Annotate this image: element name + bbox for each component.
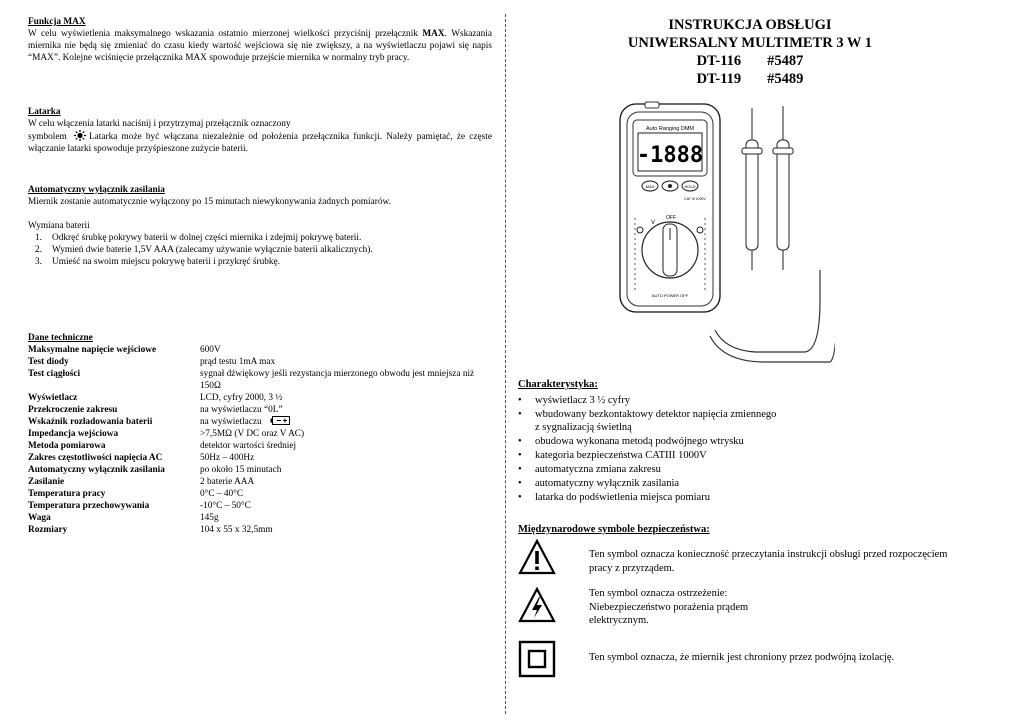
spec-value: LCD, cyfry 2000, 3 ½ — [200, 393, 283, 403]
spec-key: Metoda pomiarowa — [28, 441, 106, 451]
flashlight-icon — [74, 130, 86, 141]
spec-row — [28, 368, 492, 392]
probe-left — [742, 108, 762, 270]
spec-key: Rozmiary — [28, 525, 68, 535]
list-item — [28, 256, 492, 268]
feature-text: automatyczna zmiana zakresu — [535, 464, 661, 475]
symbol-row-double-insulation — [518, 640, 971, 678]
spec-key: Wyświetlacz — [28, 393, 78, 403]
right-column — [518, 378, 978, 663]
warning-icon — [518, 538, 556, 576]
step-number: 3. — [35, 257, 42, 267]
meter-brand-label: Auto Ranging DMM — [646, 126, 694, 132]
cat-label: CAT III 1000V — [684, 197, 706, 201]
feature-text: wbudowany bezkontaktowy detektor napięcia zmiennego z sygnalizacją świetlną — [535, 408, 777, 433]
spec-value: detektor wartości średniej — [200, 441, 297, 451]
battery-title: Wymiana baterii — [28, 221, 90, 231]
list-item: • wbudowany bezkontaktowy detektor napięcia zmiennego z sygnalizacją świetlną — [518, 408, 978, 435]
spec-row — [28, 524, 492, 536]
features-list — [518, 394, 978, 505]
document-title — [590, 16, 910, 88]
double-insulation-icon — [518, 640, 556, 678]
symbol-row-shock — [518, 586, 789, 628]
model-code: #5487 — [767, 53, 804, 69]
spec-row — [28, 404, 492, 416]
feature-text: kategoria bezpieczeństwa CATIII 1000V — [535, 450, 707, 461]
feature-text: obudowa wykonana metodą podwójnego wtrysku — [535, 436, 744, 447]
max-text-bold: MAX — [422, 29, 445, 39]
step-number: 2. — [35, 245, 42, 255]
battery-icon — [270, 416, 290, 425]
symbols-title: Międzynarodowe symbole bezpieczeństwa: — [518, 524, 710, 535]
double-insulation-text: Ten symbol oznacza, że miernik jest chroniony przez podwójną izolację. — [589, 652, 895, 663]
spec-key: Temperatura przechowywania — [28, 501, 150, 511]
battery-steps-list — [28, 232, 492, 268]
spec-value: 50Hz – 400Hz — [200, 453, 255, 463]
spec-key: Test ciągłości — [28, 369, 81, 379]
step-text: Wymień dwie baterie 1,5V AAA (zalecamy używanie wyłącznie baterii alkalicznych). — [52, 245, 373, 255]
spec-key: Wskaźnik rozładowania baterii — [28, 417, 153, 427]
spec-key: Zasilanie — [28, 477, 65, 487]
shock-text: Ten symbol oznacza ostrzeżenie: Niebezpieczeństwo porażenia prądem elektrycznym. — [589, 588, 749, 626]
step-text: Umieść na swoim miejscu pokrywę baterii i przykręć śrubkę. — [52, 257, 280, 267]
auto-power-off-section — [28, 184, 492, 268]
list-item: • obudowa wykonana metodą podwójnego wtrysku — [518, 436, 744, 447]
flashlight-text — [28, 130, 492, 155]
tech-title: Dane techniczne — [28, 333, 93, 343]
flashlight-text-line1: W celu włączenia latarki naciśnij i przytrzymaj przełącznik oznaczony — [28, 119, 291, 129]
spec-value: 145g — [200, 513, 219, 523]
list-item: • automatyczna zmiana zakresu — [518, 464, 661, 475]
step-number: 1. — [35, 233, 42, 243]
title-line2: UNIWERSALNY MULTIMETR 3 W 1 — [627, 35, 873, 51]
spec-row — [28, 392, 492, 404]
max-button-label: MAX — [645, 184, 655, 189]
electric-shock-icon — [518, 586, 556, 624]
spec-value: prąd testu 1mA max — [200, 357, 276, 367]
max-section-title: Funkcja MAX — [28, 17, 86, 27]
spec-value: 104 x 55 x 32,5mm — [200, 525, 273, 535]
technical-data-section — [28, 332, 492, 536]
warning-text: Ten symbol oznacza konieczność przeczytania instrukcji obsługi przed rozpoczęciem pracy z przyrządem. — [589, 549, 948, 574]
spec-row — [28, 488, 492, 500]
spec-row — [28, 428, 492, 440]
flashlight-text-a: symbolem — [28, 132, 67, 142]
spec-row — [28, 356, 492, 368]
model-row-2 — [590, 70, 910, 88]
spec-row — [28, 344, 492, 356]
model-code: #5489 — [767, 71, 804, 87]
max-text-part-a: W celu wyświetlenia maksymalnego wskazania ostatnio mierzonej wielkości przyciśnij przełącznik — [28, 29, 423, 39]
flashlight-section — [28, 106, 492, 155]
title-line1: INSTRUKCJA OBSŁUGI — [668, 17, 832, 33]
spec-key: Test diody — [28, 357, 69, 367]
multimeter-illustration — [605, 100, 835, 372]
model-row-1 — [590, 52, 910, 70]
spec-row — [28, 476, 492, 488]
selector-v-label: V — [650, 220, 656, 226]
spec-key: Zakres częstotliwości napięcia AC — [28, 453, 163, 463]
probe-right — [773, 106, 793, 270]
max-text-part-b: . Wskazania miernika nie będą się zmieniać do czasu kiedy wartość wejściowa się nie zwiększy, a na wyświetlaczu pojawi się napis “MAX”. Kolejne wciśnięcie przełącznika MAX spowoduje przejście miernika w normalny tryb pracy. — [28, 29, 492, 63]
spec-value — [200, 416, 492, 428]
spec-key: Temperatura pracy — [28, 489, 106, 499]
spec-key: Maksymalne napięcie wejściowe — [28, 345, 157, 355]
spec-value: 0°C – 40°C — [200, 489, 244, 499]
list-item — [28, 232, 492, 244]
spec-value: sygnał dźwiękowy jeśli rezystancja mierzonego obwodu jest mniejsza niż 150Ω — [200, 369, 475, 391]
feature-text: wyświetlacz 3 ½ cyfry — [535, 394, 631, 406]
spec-key: Automatyczny wyłącznik zasilania — [28, 465, 165, 475]
model-name: DT-119 — [696, 71, 742, 87]
spec-row — [28, 416, 492, 428]
max-section-text — [28, 28, 492, 64]
spec-key: Waga — [28, 513, 51, 523]
selector-off-label: OFF — [666, 215, 676, 221]
flashlight-text-b: Latarka może być włączana niezależnie od położenia przełącznika funkcji. Należy pamiętać, że częste włączanie latarki spowoduje przyśpieszone zużycie baterii. — [28, 132, 493, 154]
spec-row — [28, 500, 492, 512]
symbol-row-warning — [518, 538, 971, 576]
spec-row — [28, 452, 492, 464]
page-divider — [505, 14, 506, 714]
feature-text: latarka do podświetlenia miejsca pomiaru — [535, 492, 710, 503]
flashlight-section-title: Latarka — [28, 107, 61, 117]
spec-value: po około 15 minutach — [200, 465, 282, 475]
spec-key: Przekroczenie zakresu — [28, 405, 118, 415]
spec-value: na wyświetlaczu “0L” — [200, 405, 283, 415]
list-item: • automatyczny wyłącznik zasilania — [518, 478, 680, 489]
list-item: • latarka do podświetlenia miejsca pomiaru — [518, 492, 710, 503]
spec-value: -10°C – 50°C — [200, 501, 251, 511]
meter-body — [620, 102, 720, 312]
battery-indicator-text: na wyświetlaczu — [200, 417, 262, 427]
spec-row — [28, 440, 492, 452]
model-name: DT-116 — [696, 53, 742, 69]
step-text: Odkręć śrubkę pokrywy baterii w dolnej części miernika i zdejmij pokrywę baterii. — [52, 233, 362, 243]
feature-text: automatyczny wyłącznik zasilania — [535, 478, 680, 489]
hold-button-label: HOLD — [684, 184, 696, 189]
spec-value: 600V — [200, 345, 221, 355]
list-item: • kategoria bezpieczeństwa CATIII 1000V — [518, 450, 707, 461]
list-item — [28, 244, 492, 256]
auto-off-text: Miernik zostanie automatycznie wyłączony po 15 minutach niewykonywania żadnych pomiarów. — [28, 197, 391, 207]
meter-display-readout: -1888 — [636, 143, 704, 168]
spec-key: Impedancja wejściowa — [28, 429, 119, 439]
auto-power-off-label: AUTO POWER OFF — [651, 293, 689, 298]
spec-value: 2 baterie AAA — [200, 477, 255, 487]
spec-row — [28, 464, 492, 476]
spec-row — [28, 512, 492, 524]
auto-off-title: Automatyczny wyłącznik zasilania — [28, 185, 165, 195]
spec-value: >7,5MΩ (V DC oraz V AC) — [200, 429, 305, 439]
max-function-section — [28, 16, 492, 64]
list-item: • wyświetlacz 3 ½ cyfry — [518, 394, 631, 406]
features-title: Charakterystyka: — [518, 379, 598, 390]
